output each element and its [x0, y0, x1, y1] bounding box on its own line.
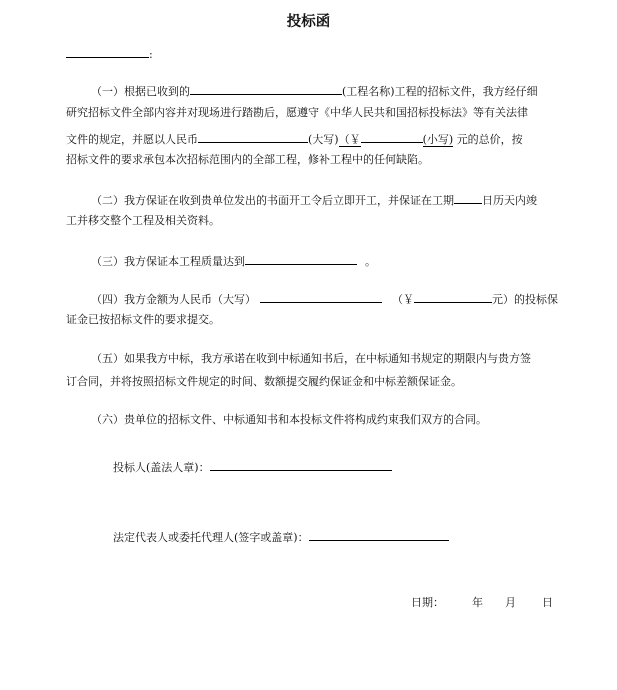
date-month: 月: [505, 596, 516, 609]
amount-figures-blank: [361, 130, 423, 143]
bidder-seal-blank: [210, 458, 392, 471]
p1-line-1: （一）根据已收到的 (工程名称)工程的招标文件，我方经仔细: [91, 82, 538, 99]
document-title: 投标函: [286, 14, 331, 30]
deposit-figures-blank: [414, 290, 492, 303]
amount-words-blank: [198, 130, 308, 143]
p3-line-1: （三）我方保证本工程质量达到 。: [91, 252, 376, 269]
p1-line-2: 研究招标文件全部内容并对现场进行踏勘后，愿遵守《中华人民共和国招标投标法》等有关法律: [66, 106, 528, 119]
date-label: 日期：: [411, 596, 444, 609]
representative-signature-line: 法定代表人或委托代理人(签字或盖章)：: [113, 528, 449, 545]
date-year: 年: [472, 596, 483, 609]
project-name-blank: [190, 82, 342, 95]
p4-line-1: （四）我方金额为人民币（大写） （￥ 元）的投标保: [91, 290, 558, 307]
p5-line-1: （五）如果我方中标，我方承诺在收到中标通知书后，在中标通知书规定的期限内与贵方签: [91, 352, 531, 365]
addressee-blank: [66, 45, 149, 58]
date-line: [411, 596, 553, 610]
deposit-words-blank: [260, 290, 382, 303]
p1-line-3: 文件的规定，并愿以人民币 (大写)（￥ (小写) 元的总价，按: [66, 130, 523, 147]
representative-signature-blank: [309, 528, 449, 541]
addressee-line: [66, 45, 153, 62]
bidder-signature-line: 投标人(盖法人章)：: [113, 458, 392, 475]
p2-line-1: （二）我方保证在收到贵单位发出的书面开工令后立即开工，并保证在工期 日历天内竣: [91, 191, 537, 208]
p5-line-2: 订合同，并将按照招标文件规定的时间、数额提交履约保证金和中标差额保证金。: [66, 375, 462, 388]
p4-line-2: 证金已按招标文件的要求提交。: [66, 313, 220, 326]
duration-days-blank: [454, 191, 482, 204]
date-day: 日: [542, 596, 553, 609]
p6-line-1: （六）贵单位的招标文件、中标通知书和本投标文件将构成约束我们双方的合同。: [91, 413, 487, 426]
addressee-colon: :: [149, 48, 153, 61]
quality-standard-blank: [245, 252, 357, 265]
p2-line-2: 工并移交整个工程及相关资料。: [66, 214, 220, 227]
p1-line-4: 招标文件的要求承包本次招标范围内的全部工程，修补工程中的任何缺陷。: [66, 153, 429, 166]
